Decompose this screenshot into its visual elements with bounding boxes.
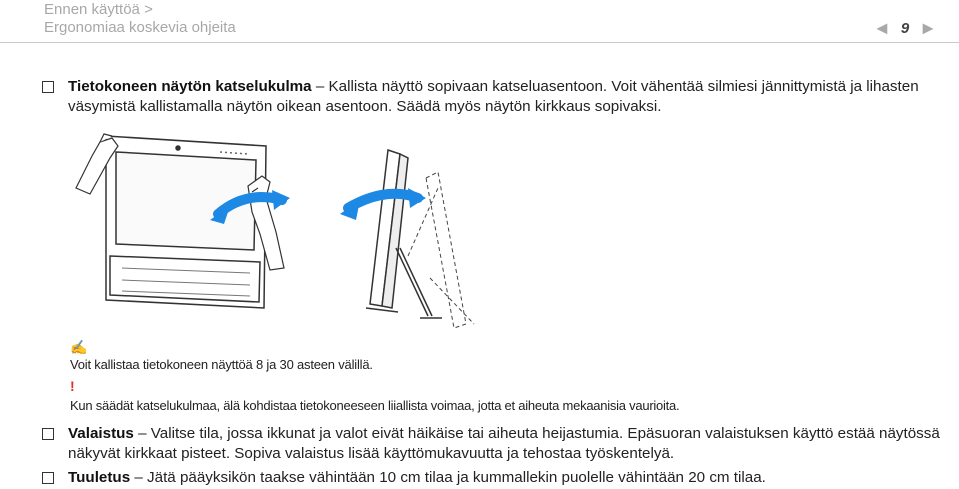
checkbox-bullet-icon [42, 428, 54, 440]
list-item [42, 468, 942, 488]
item-text: – Kallista näyttö sopivaan katseluasentoon. Voit vähentää silmiesi jännittymistä ja lihasten väsymistä kallistamalla näytön oikean asentoon. Säädä myös näytön kirkkaus sopivaksi. [68, 78, 919, 115]
item-text: – Jätä pääyksikön taakse vähintään 10 cm tilaa ja kummallekin puolelle vähintään 20 cm tilaa. [130, 469, 766, 486]
warning-icon: ! [70, 378, 75, 394]
checkbox-bullet-icon [42, 81, 54, 93]
warning-text: Kun säädät katselukulmaa, älä kohdistaa tietokoneeseen liiallista voimaa, jotta et aiheuta mekaanisia vaurioita. [70, 398, 680, 413]
monitor-tilt-illustration [70, 128, 490, 328]
list-item [42, 424, 942, 464]
previous-page-icon[interactable]: ◄ [873, 18, 891, 38]
item-heading: Valaistus [68, 425, 134, 442]
monitor-front-view [106, 136, 266, 308]
monitor-side-view [366, 150, 442, 318]
item-text: – Valitse tila, jossa ikkunat ja valot eivät häikäise tai aiheuta heijastumia. Epäsuoran valaistuksen käyttö estää näytössä näkyvät kirkkaat pisteet. Sopiva valaistus lisää käyttömukavuutta ja tehostaa työskentelyä. [68, 425, 940, 462]
note-icon: ✍ [70, 339, 88, 355]
section-title: Ergonomiaa koskevia ohjeita [44, 19, 236, 36]
header-divider [0, 42, 959, 43]
breadcrumb[interactable]: Ennen käyttöä > [44, 1, 153, 18]
page-number: 9 [900, 19, 910, 37]
next-page-icon[interactable]: ► [919, 18, 937, 38]
item-heading: Tietokoneen näytön katselukulma [68, 78, 312, 95]
list-item [42, 77, 942, 117]
checkbox-bullet-icon [42, 472, 54, 484]
page-navigation [873, 18, 937, 38]
note-text: Voit kallistaa tietokoneen näyttöä 8 ja 30 asteen välillä. [70, 357, 373, 372]
item-heading: Tuuletus [68, 469, 131, 486]
